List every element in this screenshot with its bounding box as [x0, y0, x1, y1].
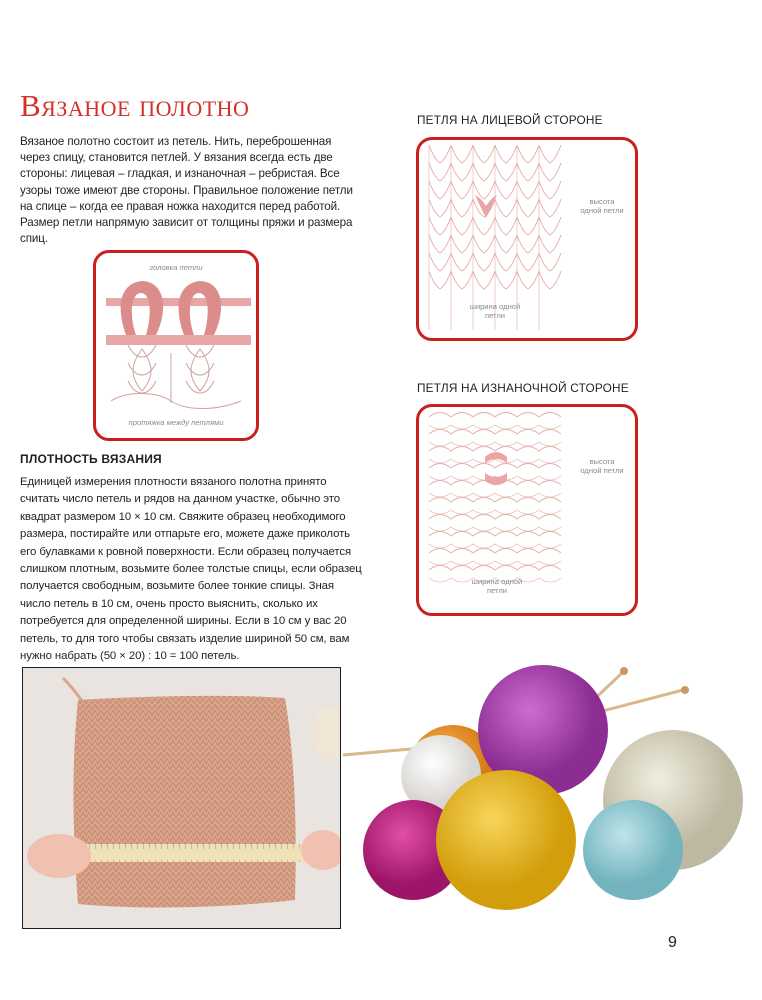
page-number: 9	[668, 934, 677, 951]
front-loop-width-label: ширина одной петли	[469, 302, 521, 320]
front-loop-height-label: высота одной петли	[580, 197, 624, 215]
page-title: Вязаное полотно	[20, 88, 250, 123]
intro-paragraph: Вязаное полотно состоит из петель. Нить, переброшенная через спицу, становится петлей. У вязания всегда есть две стороны: лицевая – гладкая, и изнаночная – ребристая. Все узоры тоже имеют две стороны. Правильное положение петли на спице – когда ее правая ножка находится перед работой. Размер петли напрямую зависит от толщины пряжи и размера спиц.	[20, 135, 353, 246]
loop-diagram-drawing	[96, 253, 255, 437]
loop-head-label: головка петли	[149, 263, 203, 272]
loop-span-label: протяжка между петлями	[128, 418, 224, 427]
back-side-heading: ПЕТЛЯ НА ИЗНАНОЧНОЙ СТОРОНЕ	[417, 381, 629, 395]
back-loop-width-label: ширина одной петли	[471, 577, 523, 595]
front-side-diagram	[416, 137, 638, 341]
density-heading: ПЛОТНОСТЬ ВЯЗАНИЯ	[20, 452, 162, 466]
front-side-heading: ПЕТЛЯ НА ЛИЦЕВОЙ СТОРОНЕ	[417, 113, 603, 127]
back-side-diagram	[416, 404, 638, 616]
density-paragraph: Единицей измерения плотности вязаного полотна принято считать число петель и рядов на данном участке, обычно это квадрат размером 10 × 10 см. Свяжите образец необходимого размера, постирайте или отпарьте его, можете даже приколоть его булавками к ровной поверхности. Если образец получается слишком плотным, возьмите более толстые спицы, если образец получается свободным, возьмите более тонкие спицы. Зная число петель в 10 см, очень просто выяснить, сколько их потребуется для определенной ширины. Если в 10 см у вас 20 петель, то для того чтобы связать изделие шириной 50 см, вам нужно набрать (50 × 20) : 10 = 100 петель.	[20, 476, 362, 663]
loop-structure-diagram	[93, 250, 259, 441]
knitted-swatch-photo	[22, 667, 341, 929]
yarn-balls-photo	[343, 660, 743, 922]
back-loop-height-label: высота одной петли	[580, 457, 624, 475]
